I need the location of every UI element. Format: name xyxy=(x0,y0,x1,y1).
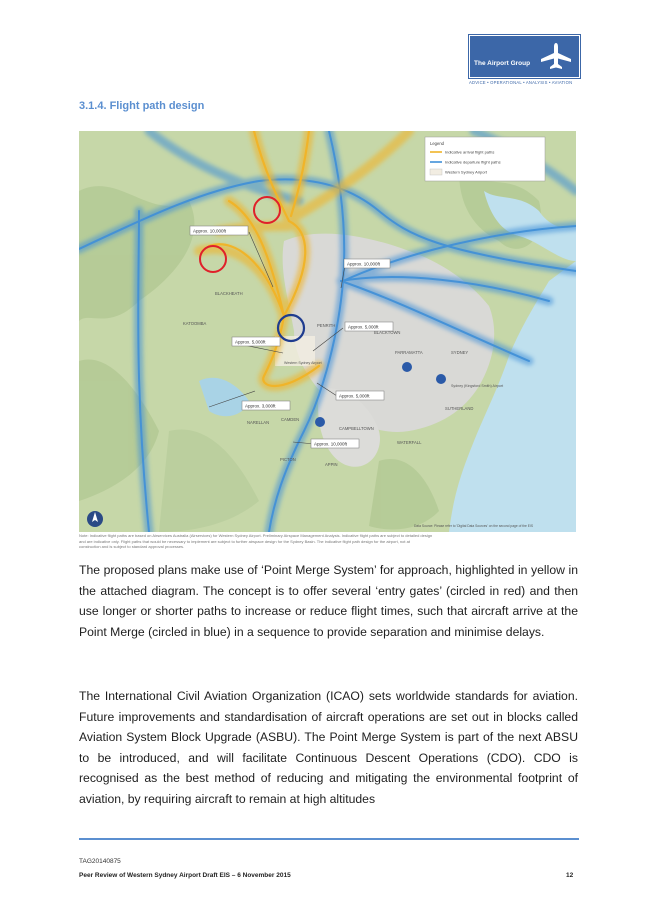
legend-item-departure: Indicative departure flight paths xyxy=(445,159,501,165)
callout-approach-3: Approx. 5,000ft xyxy=(235,339,266,345)
body-paragraph-2: The International Civil Aviation Organization (ICAO) sets worldwide standards for aviation. Future improvements and standardisation of aircraft operations are set out in blocks called Aviation System Block Upgrade (ASBU). The Point Merge System is part of the next ABSU to be introduced, and will facilitate Continuous Descent Operations (CDO). CDO is recognised as the best method of reducing and mitigating the environmental footprint of aviation, by requiring aircraft to remain at high altitudes xyxy=(79,689,578,806)
place-appin: APPIN xyxy=(325,462,338,467)
place-wsa: Western Sydney Airport xyxy=(284,361,322,365)
callout-approach-5: Approx. 3,000ft xyxy=(245,403,276,409)
place-sydney-airport: Sydney (Kingsford Smith) Airport xyxy=(451,384,504,388)
footer-rule xyxy=(79,838,579,840)
company-logo xyxy=(469,35,580,78)
legend-title: Legend xyxy=(430,141,444,146)
place-camden: CAMDEN xyxy=(281,417,300,422)
section-heading: 3.1.4. Flight path design xyxy=(79,100,205,112)
place-katoomba: KATOOMBA xyxy=(183,321,207,326)
place-waterfall: WATERFALL xyxy=(397,440,422,445)
legend-item-airport: Western Sydney Airport xyxy=(445,169,487,175)
map-legend xyxy=(425,137,545,181)
place-blackheath: BLACKHEATH xyxy=(215,291,243,296)
callout-approach-1: Approx. 10,000ft xyxy=(193,228,227,234)
place-sydney: SYDNEY xyxy=(451,350,469,355)
airplane-icon xyxy=(539,42,573,75)
logo-tagline: ADVICE • OPERATIONAL • ANALYSIS • AVIATION xyxy=(469,80,573,85)
data-source-note: Data Source: Please refer to 'Digital Data Sources' on the second page of the EIS xyxy=(414,524,534,528)
flight-path-map xyxy=(79,131,576,532)
legend-swatch-airport xyxy=(430,169,442,175)
place-narellan: NARELLAN xyxy=(247,420,270,425)
place-sutherland: SUTHERLAND xyxy=(445,406,474,411)
callout-approach-6: Approx. 5,000ft xyxy=(339,393,370,399)
place-campbelltown: CAMPBELLTOWN xyxy=(339,426,374,431)
place-blacktown: BLACKTOWN xyxy=(374,330,401,335)
callout-approach-7: Approx. 10,000ft xyxy=(314,441,348,447)
document-title: Peer Review of Western Sydney Airport Draft EIS – 6 November 2015 xyxy=(79,872,291,879)
logo-name: The Airport Group xyxy=(474,60,531,67)
document-reference: TAG20140875 xyxy=(79,858,121,865)
figure-caption: Note: Indicative flight paths are based on Airservices Australia (Airservices) for Western Sydney Airport. Preliminary Airspace Management Analysis. Indicative flight paths are subject to detailed design and are indicative only. Flight paths that would be necessary to implement are subject to further airspace design for the Sydney Basin. The indicative flight path design for the airport, not at construction and is subject to standard approval processes. xyxy=(79,533,433,549)
place-picton: PICTON xyxy=(280,457,296,462)
callout-approach-4: Approx. 5,000ft xyxy=(348,324,379,330)
body-paragraph-1: The proposed plans make use of ‘Point Merge System’ for approach, highlighted in yellow in the attached diagram. The concept is to offer several ‘entry gates’ (circled in red) and then use longer or shorter paths to increase or reduce flight times, such that aircraft arrive at the Point Merge (circled in blue) in a sequence to provide separation and minimise delays. xyxy=(79,563,578,639)
page-number: 12 xyxy=(566,872,574,879)
north-arrow-icon xyxy=(87,511,103,527)
place-penrith: PENRITH xyxy=(317,323,336,328)
place-parramatta: PARRAMATTA xyxy=(395,350,423,355)
legend-item-arrival: Indicative arrival flight paths xyxy=(445,149,495,155)
callout-approach-2: Approx. 10,000ft xyxy=(347,261,381,267)
